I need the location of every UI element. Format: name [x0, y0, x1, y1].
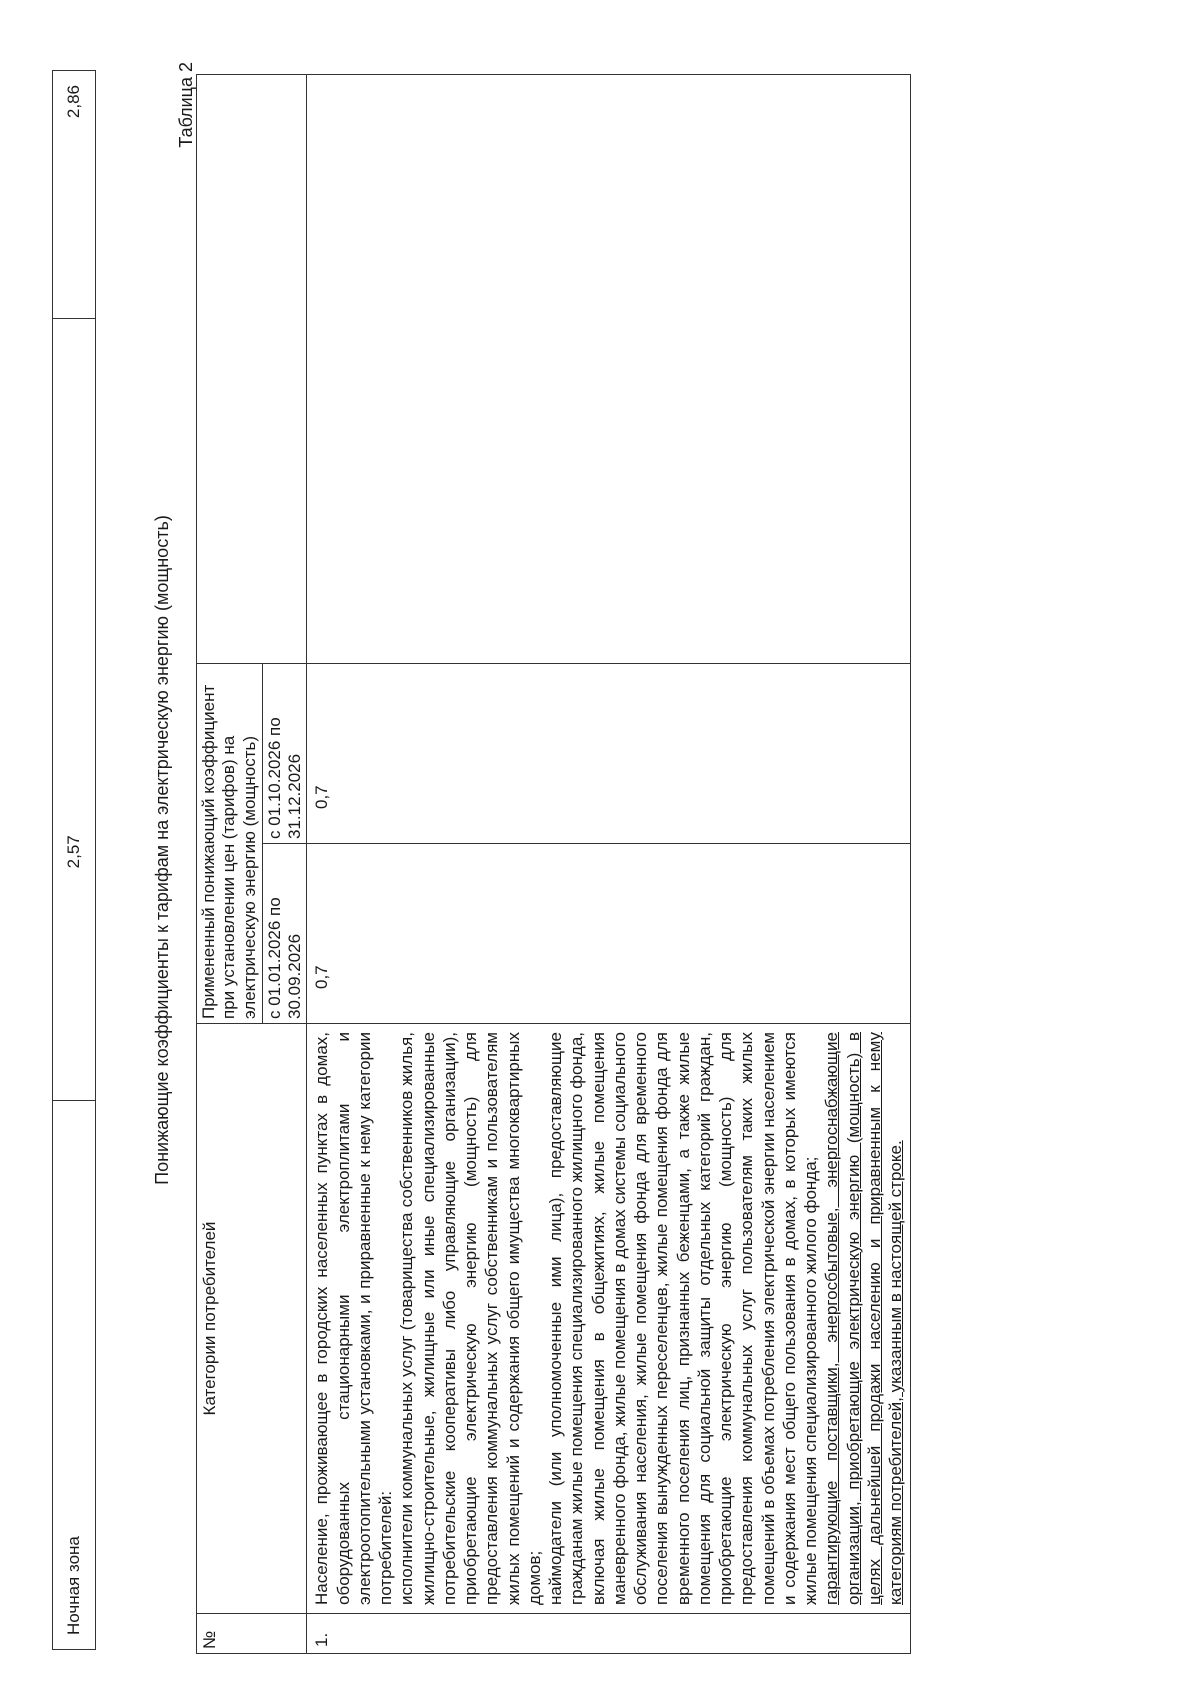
night-zone-value-2: 2,86 — [53, 71, 96, 319]
row-value-period-2: 0,7 — [307, 664, 911, 844]
table-number-label: Таблица 2 — [176, 62, 196, 148]
header-period-2: с 01.10.2026 по 31.12.2026 — [263, 664, 307, 844]
header-row-1 — [197, 75, 263, 1654]
row-empty-cell — [307, 75, 911, 664]
category-paragraph-4: гарантирующие поставщики, энергосбытовые, энергоснабжающие организации, приобретающие электрическую энергию (мощность) в целях дальнейшей продажи населению и приравненным к нему категориям потребителей, указанным в настоящей строке. — [822, 1032, 906, 1605]
table-caption: Понижающие коэффициенты к тарифам на электрическую энергию (мощность) — [152, 515, 172, 1185]
table-row — [307, 75, 911, 1654]
header-category: Категории потребителей — [197, 1024, 307, 1614]
category-paragraph-2: исполнители коммунальных услуг (товарищества собственников жилья, жилищно-строительные, жилищные или иные специализированные потребительские кооперативы либо управляющие организации), приобретающие электрическую энергию (мощность) для предоставления коммунальных услуг собственникам и пользователям жилых помещений и содержания общего имущества многоквартирных домов; — [397, 1032, 544, 1605]
row-value-period-1: 0,7 — [307, 844, 911, 1024]
header-number: № — [197, 1614, 307, 1654]
header-period-1: с 01.01.2026 по 30.09.2026 — [263, 844, 307, 1024]
category-paragraph-1: Население, проживающее в городских населенных пунктах в домах, оборудованных стационарными электроплитами и электроотопительными установками, и приравненные к нему категории потребителей: — [312, 1032, 396, 1605]
night-zone-row — [53, 71, 96, 1650]
category-paragraph-3: наймодатели (или уполномоченные ими лица), предоставляющие гражданам жилые помещения специализированного жилищного фонда, включая жилые помещения в общежитиях, жилые помещения маневренного фонда, жилые помещения в домах системы социального обслуживания населения, жилые помещения фонда для временного поселения вынужденных переселенцев, жилые помещения фонда для временного поселения лиц, признанных беженцами, а также жилые помещения для социальной защиты отдельных категорий граждан, приобретающие электрическую энергию (мощность) для предоставления коммунальных услуг пользователям таких жилых помещений в объемах потребления электрической энергии населением и содержания мест общего пользования в домах, в которых имеются жилые помещения специализированного жилого фонда; — [546, 1032, 821, 1605]
reduction-coefficients-table — [196, 74, 911, 1654]
header-coefficient: Примененный понижающий коэффициент при установлении цен (тарифов) на электрическую энергию (мощность) — [197, 664, 263, 1024]
row-category-text — [307, 1024, 911, 1614]
night-zone-value-1: 2,57 — [53, 319, 96, 1101]
night-zone-label: Ночная зона — [53, 1101, 96, 1650]
row-number: 1. — [307, 1614, 911, 1654]
header-empty-cell — [197, 75, 307, 664]
night-zone-tariff-table — [52, 70, 96, 1650]
